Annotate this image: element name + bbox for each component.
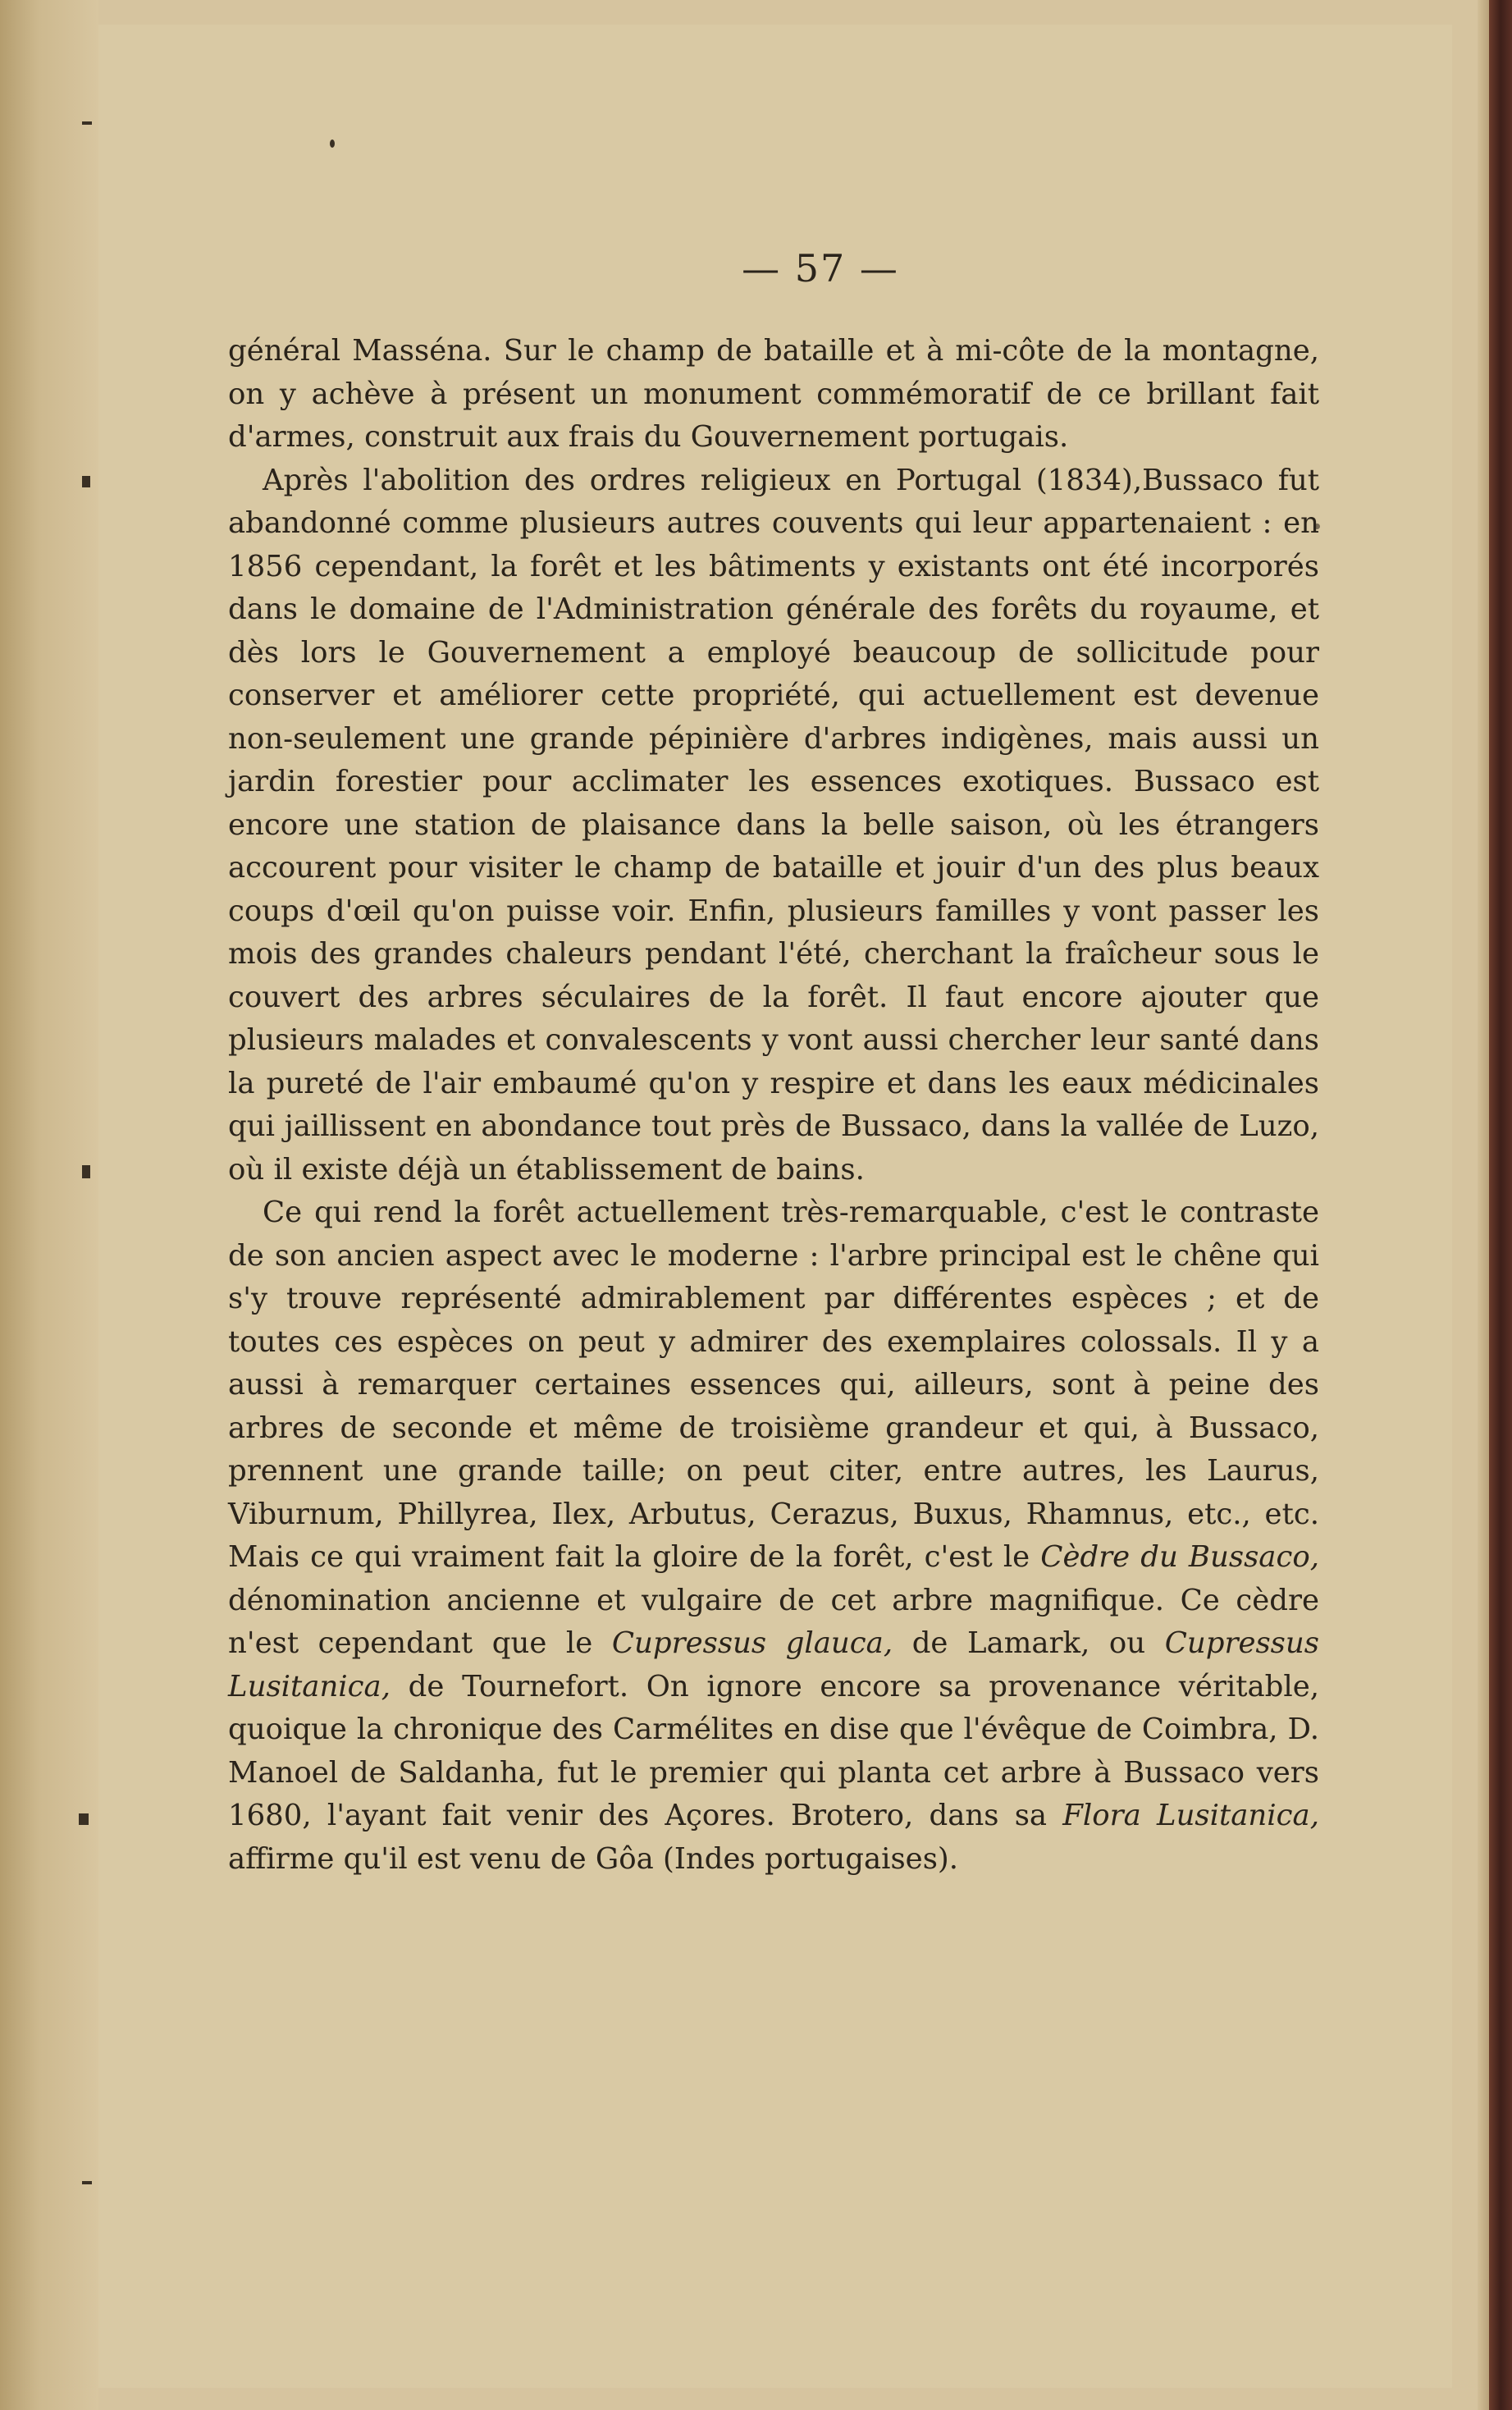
paragraph bbox=[228, 1191, 1319, 1881]
paragraph: général Masséna. Sur le champ de bataille et à mi-côte de la montagne, on y achève à présent un monument commémoratif de ce brillant fait d'armes, construit aux frais du Gouvernement portugais. bbox=[228, 334, 1319, 454]
gutter-mark bbox=[82, 2181, 92, 2184]
text-run: affirme qu'il est venu de Gôa (Indes portugaises). bbox=[228, 1841, 959, 1876]
text-run: de Tournefort. On ignore encore sa provenance véritable, quoique la chronique des Carmélites en dise que l'évêque de Coimbra, D. Manoel de Saldanha, fut le premier qui planta cet arbre à Bussaco vers 1680, l'ayant fait venir des Açores. Brotero, dans sa bbox=[228, 1669, 1319, 1832]
italic-term: Cupressus Lusitanica, bbox=[228, 1626, 1319, 1703]
page-edge bbox=[1478, 0, 1489, 2410]
book-page bbox=[98, 25, 1452, 2388]
book-cover-edge bbox=[1489, 0, 1512, 2410]
gutter-mark bbox=[82, 476, 90, 487]
italic-term: Flora Lusitanica, bbox=[1062, 1799, 1319, 1832]
page-number: — 57 — bbox=[742, 246, 899, 290]
text-run: dénomination ancienne et vulgaire de cet arbre magnifique. Ce cèdre n'est cependant que le bbox=[228, 1583, 1319, 1660]
gutter-mark bbox=[82, 121, 92, 125]
body-text bbox=[228, 330, 1319, 1881]
binding-gutter bbox=[0, 0, 98, 2410]
italic-term: Cèdre du Bussaco, bbox=[1040, 1540, 1320, 1574]
gutter-mark bbox=[82, 1165, 90, 1178]
text-run: Ce qui rend la forêt actuellement très-remarquable, c'est le contraste de son ancien aspect avec le moderne : l'arbre principal est le chêne qui s'y trouve représenté admirablement par différentes espèces ; et de toutes ces espèces on peut y admirer des exemplaires colossals. Il y a aussi à remarquer certaines essences qui, ailleurs, sont à peine des arbres de seconde et même de troisième grandeur et qui, à Bussaco, prennent une grande taille; on peut citer, entre autres, les Laurus, Viburnum, Phillyrea, Ilex, Arbutus, Cerazus, Buxus, Rhamnus, etc., etc. Mais ce qui vraiment fait la gloire de la forêt, c'est le bbox=[228, 1196, 1319, 1574]
ink-speck bbox=[330, 139, 335, 148]
paragraph: Après l'abolition des ordres religieux en Portugal (1834),Bussaco fut abandonné comme plusieurs autres couvents qui leur appartenaient : en 1856 cependant, la forêt et les bâtiments y existants ont été incorporés dans le domaine de l'Administration générale des forêts du royaume, et dès lors le Gouvernement a employé beaucoup de sollicitude pour conserver et améliorer cette propriété, qui actuellement est devenue non-seulement une grande pépinière d'arbres indigènes, mais aussi un jardin forestier pour acclimater les essences exotiques. Bussaco est encore une station de plaisance dans la belle saison, où les étrangers accourent pour visiter le champ de bataille et jouir d'un des plus beaux coups d'œil qu'on puisse voir. Enfin, plusieurs familles y vont passer les mois des grandes chaleurs pendant l'été, cherchant la fraîcheur sous le couvert des arbres séculaires de la forêt. Il faut encore ajouter que plusieurs malades et convalescents y vont aussi chercher leur santé dans la pureté de l'air embaumé qu'on y respire et dans les eaux médicinales qui jaillissent en abondance tout près de Bussaco, dans la vallée de Luzo, où il existe déjà un établissement de bains. bbox=[228, 463, 1319, 1187]
text-run: de Lamark, ou bbox=[893, 1626, 1165, 1660]
gutter-mark bbox=[79, 1813, 89, 1825]
italic-term: Cupressus glauca, bbox=[611, 1626, 893, 1660]
